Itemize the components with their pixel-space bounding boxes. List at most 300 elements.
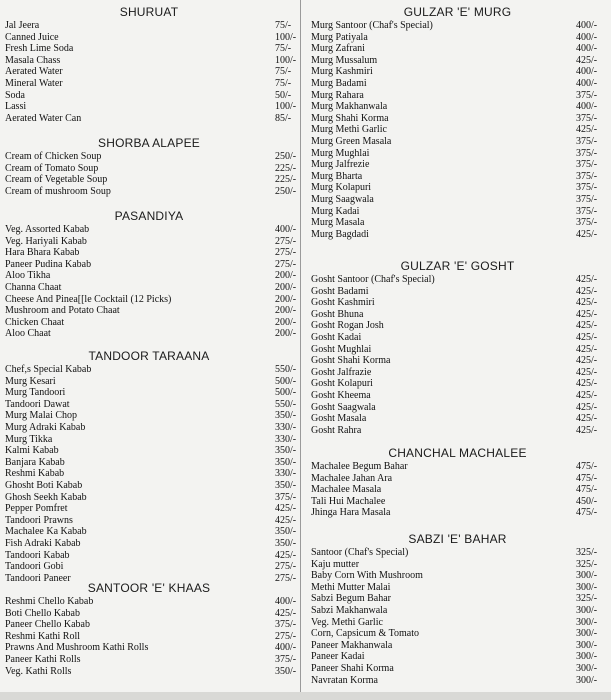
menu-item-price: 300/- bbox=[576, 674, 598, 686]
menu-item bbox=[0, 666, 298, 678]
menu-item-price: 425/- bbox=[576, 389, 598, 401]
menu-item-price: 300/- bbox=[576, 570, 598, 582]
menu-item bbox=[0, 457, 298, 469]
section-title: GULZAR 'E' MURG bbox=[403, 5, 512, 19]
menu-item-name: Murg Kolapuri bbox=[311, 182, 372, 194]
menu-item-price: 200/- bbox=[275, 270, 297, 282]
menu-item-name: Paneer Chello Kabab bbox=[5, 619, 90, 631]
menu-item-name: Murg Adraki Kabab bbox=[5, 421, 86, 433]
menu-item bbox=[304, 461, 611, 473]
menu-item bbox=[0, 186, 298, 198]
menu-item-price: 400/- bbox=[576, 20, 598, 31]
menu-item-price: 350/- bbox=[275, 445, 297, 457]
menu-item-name: Aloo Tikha bbox=[5, 270, 51, 282]
menu-item-name: Prawns And Mushroom Kathi Rolls bbox=[5, 642, 149, 654]
menu-item bbox=[0, 305, 298, 317]
menu-item-name: Baby Corn With Mushroom bbox=[311, 570, 423, 582]
menu-item-name: Murg Zafrani bbox=[311, 43, 365, 55]
menu-item-price: 275/- bbox=[275, 247, 297, 259]
menu-item-name: Gosht Masala bbox=[311, 413, 367, 425]
menu-item-price: 325/- bbox=[576, 593, 598, 605]
menu-item-price: 325/- bbox=[576, 558, 598, 570]
menu-item-price: 330/- bbox=[275, 421, 297, 433]
menu-item-price: 425/- bbox=[576, 320, 598, 332]
menu-item-name: Gosht Rogan Josh bbox=[311, 320, 384, 332]
menu-item-price: 425/- bbox=[576, 413, 598, 425]
menu-item-name: Mineral Water bbox=[5, 77, 63, 89]
menu-item-price: 350/- bbox=[275, 665, 297, 677]
menu-item bbox=[0, 317, 298, 329]
menu-item-name: Pepper Pomfret bbox=[5, 503, 68, 515]
menu-item-name: Veg. Methi Garlic bbox=[311, 616, 383, 628]
menu-item-name: Methi Mutter Malai bbox=[311, 581, 391, 593]
menu-item-price: 100/- bbox=[275, 31, 297, 43]
menu-item bbox=[0, 247, 298, 259]
menu-item bbox=[304, 332, 611, 344]
menu-item bbox=[304, 402, 611, 414]
menu-item-price: 425/- bbox=[576, 124, 598, 136]
menu-item bbox=[304, 496, 611, 508]
menu-item bbox=[304, 640, 611, 652]
menu-item-name: Tali Hui Machalee bbox=[311, 495, 386, 507]
menu-item bbox=[304, 547, 611, 559]
menu-item bbox=[0, 399, 298, 411]
menu-item bbox=[0, 236, 298, 248]
menu-item-name: Hara Bhara Kabab bbox=[5, 247, 80, 259]
menu-item bbox=[304, 507, 611, 519]
menu-item-price: 425/- bbox=[576, 285, 598, 297]
menu-item bbox=[0, 422, 298, 434]
menu-item-name: Banjara Kabab bbox=[5, 456, 65, 468]
menu-item-name: Murg Rahara bbox=[311, 89, 364, 101]
menu-item-price: 450/- bbox=[576, 495, 598, 507]
menu-item-name: Boti Chello Kabab bbox=[5, 607, 80, 619]
menu-item bbox=[304, 113, 611, 125]
menu-item-price: 300/- bbox=[576, 628, 598, 640]
menu-item-name: Murg Tikka bbox=[5, 433, 53, 445]
menu-item bbox=[0, 480, 298, 492]
menu-item-price: 275/- bbox=[275, 630, 297, 642]
menu-item bbox=[0, 259, 298, 271]
menu-item-price: 100/- bbox=[275, 101, 297, 113]
section-title: SHURUAT bbox=[119, 5, 179, 19]
menu-item bbox=[304, 413, 611, 425]
menu-item-name: Chicken Chaat bbox=[5, 316, 65, 328]
menu-item bbox=[304, 628, 611, 640]
menu-item-price: 425/- bbox=[576, 331, 598, 343]
menu-item bbox=[304, 473, 611, 485]
menu-item-price: 275/- bbox=[275, 235, 297, 247]
menu-item-name: Gosht Shahi Korma bbox=[311, 355, 391, 367]
menu-item-price: 300/- bbox=[576, 651, 598, 663]
menu-item-price: 350/- bbox=[275, 526, 297, 538]
menu-item-name: Murg Methi Garlic bbox=[311, 124, 387, 136]
menu-item-price: 400/- bbox=[576, 31, 598, 43]
menu-item bbox=[304, 484, 611, 496]
menu-item-name: Santoor (Chaf's Special) bbox=[311, 547, 409, 558]
menu-item bbox=[304, 663, 611, 675]
menu-item-name: Machalee Ka Kabab bbox=[5, 526, 87, 538]
menu-item-price: 425/- bbox=[576, 297, 598, 309]
menu-item bbox=[304, 182, 611, 194]
menu-item bbox=[304, 206, 611, 218]
menu-item bbox=[0, 66, 298, 78]
menu-item-price: 350/- bbox=[275, 537, 297, 549]
menu-item-price: 330/- bbox=[275, 433, 297, 445]
menu-item-name: Murg Makhanwala bbox=[311, 101, 388, 113]
menu-item-name: Cream of mushroom Soup bbox=[5, 185, 111, 197]
menu-item-price: 375/- bbox=[275, 653, 297, 665]
menu-item-name: Murg Bagdadi bbox=[311, 228, 369, 240]
menu-item-price: 400/- bbox=[576, 66, 598, 78]
menu-item-name: Murg Saagwala bbox=[311, 193, 374, 205]
menu-item-price: 275/- bbox=[275, 258, 297, 270]
menu-item-price: 200/- bbox=[275, 293, 297, 305]
menu-item-price: 425/- bbox=[275, 514, 297, 526]
menu-section-shuruat bbox=[0, 4, 298, 124]
menu-item bbox=[0, 90, 298, 102]
menu-item bbox=[0, 78, 298, 90]
menu-item-price: 400/- bbox=[576, 43, 598, 55]
menu-item bbox=[304, 344, 611, 356]
menu-item-price: 50/- bbox=[275, 89, 292, 101]
menu-item-price: 425/- bbox=[275, 503, 297, 515]
menu-item bbox=[304, 43, 611, 55]
menu-item-price: 375/- bbox=[275, 491, 297, 503]
menu-item-price: 375/- bbox=[576, 159, 598, 171]
menu-item-price: 225/- bbox=[275, 174, 297, 186]
menu-item bbox=[304, 286, 611, 298]
menu-item-name: Ghosh Seekh Kabab bbox=[5, 491, 87, 503]
menu-item-name: Jhinga Hara Masala bbox=[311, 507, 391, 519]
menu-item-price: 350/- bbox=[275, 456, 297, 468]
menu-item bbox=[0, 410, 298, 422]
menu-item-name: Paneer Pudina Kabab bbox=[5, 258, 92, 270]
menu-item-name: Murg Masala bbox=[311, 217, 365, 229]
menu-item-price: 425/- bbox=[576, 54, 598, 66]
menu-section-santoor-e-khaas bbox=[0, 580, 298, 677]
menu-item-price: 225/- bbox=[275, 162, 297, 174]
menu-item bbox=[0, 270, 298, 282]
menu-item-name: Machalee Masala bbox=[311, 484, 382, 496]
menu-section-gulzar-e-gosht bbox=[304, 258, 611, 436]
page-bottom-edge bbox=[0, 692, 611, 700]
menu-item-name: Navratan Korma bbox=[311, 674, 378, 686]
menu-item-name: Machalee Jahan Ara bbox=[311, 472, 393, 484]
menu-item-price: 275/- bbox=[275, 561, 297, 573]
menu-item-name: Soda bbox=[5, 89, 25, 101]
menu-item-name: Jal Jeera bbox=[5, 20, 40, 31]
menu-item-name: Mushroom and Potato Chaat bbox=[5, 305, 120, 317]
menu-item-name: Channa Chaat bbox=[5, 281, 62, 293]
menu-item-price: 275/- bbox=[275, 572, 297, 584]
menu-item bbox=[0, 526, 298, 538]
section-title: SABZI 'E' BAHAR bbox=[408, 532, 507, 546]
menu-item-name: Aerated Water bbox=[5, 66, 63, 78]
menu-item-name: Tandoori Prawns bbox=[5, 514, 73, 526]
menu-item bbox=[304, 378, 611, 390]
menu-item-price: 475/- bbox=[576, 472, 598, 484]
section-title: GULZAR 'E' GOSHT bbox=[400, 259, 515, 273]
menu-item-name: Aloo Chaat bbox=[5, 328, 51, 340]
menu-item-price: 475/- bbox=[576, 507, 598, 519]
menu-item bbox=[304, 425, 611, 437]
menu-item-price: 375/- bbox=[576, 112, 598, 124]
menu-item-price: 300/- bbox=[576, 604, 598, 616]
menu-item-name: Reshmi Chello Kabab bbox=[5, 596, 94, 607]
menu-item-name: Veg. Assorted Kabab bbox=[5, 224, 90, 235]
menu-item bbox=[0, 32, 298, 44]
menu-item-price: 325/- bbox=[576, 547, 598, 558]
menu-item-price: 350/- bbox=[275, 479, 297, 491]
menu-item-name: Gosht Jalfrazie bbox=[311, 366, 372, 378]
menu-item-name: Tandoori Paneer bbox=[5, 572, 71, 584]
menu-item bbox=[0, 538, 298, 550]
menu-item-price: 400/- bbox=[576, 101, 598, 113]
menu-item bbox=[0, 151, 298, 163]
menu-item-price: 550/- bbox=[275, 364, 297, 375]
menu-item-price: 300/- bbox=[576, 662, 598, 674]
menu-item-price: 425/- bbox=[576, 343, 598, 355]
menu-item-name: Gosht Kashmiri bbox=[311, 297, 375, 309]
menu-item-name: Murg Kesari bbox=[5, 375, 56, 387]
menu-item-name: Chef,s Special Kabab bbox=[5, 364, 92, 375]
menu-item bbox=[0, 608, 298, 620]
menu-item-name: Murg Green Masala bbox=[311, 135, 392, 147]
menu-item-name: Sabzi Begum Bahar bbox=[311, 593, 391, 605]
menu-item bbox=[304, 66, 611, 78]
menu-item-price: 475/- bbox=[576, 461, 598, 472]
menu-item-name: Murg Badami bbox=[311, 77, 367, 89]
menu-item bbox=[304, 297, 611, 309]
menu-item-price: 425/- bbox=[576, 366, 598, 378]
section-title: TANDOOR TARAANA bbox=[88, 349, 210, 363]
menu-item-name: Fish Adraki Kabab bbox=[5, 537, 81, 549]
menu-item-name: Murg Shahi Korma bbox=[311, 112, 389, 124]
menu-item bbox=[0, 445, 298, 457]
menu-item bbox=[0, 174, 298, 186]
menu-item-price: 400/- bbox=[275, 596, 297, 607]
menu-item-price: 375/- bbox=[576, 205, 598, 217]
menu-item-name: Paneer Kadai bbox=[311, 651, 365, 663]
menu-item-name: Murg Patiyala bbox=[311, 31, 368, 43]
menu-item-price: 475/- bbox=[576, 484, 598, 496]
menu-item bbox=[0, 113, 298, 125]
section-title: PASANDIYA bbox=[114, 209, 184, 223]
menu-item-price: 200/- bbox=[275, 281, 297, 293]
menu-item-price: 400/- bbox=[576, 77, 598, 89]
menu-item bbox=[304, 20, 611, 32]
menu-item-price: 425/- bbox=[576, 424, 598, 436]
menu-item-name: Gosht Saagwala bbox=[311, 401, 376, 413]
menu-item-name: Murg Mughlai bbox=[311, 147, 370, 159]
column-divider bbox=[300, 0, 301, 700]
menu-item-price: 425/- bbox=[576, 228, 598, 240]
menu-item bbox=[0, 596, 298, 608]
menu-item bbox=[304, 367, 611, 379]
menu-item-price: 330/- bbox=[275, 468, 297, 480]
menu-item-price: 425/- bbox=[576, 355, 598, 367]
menu-item-name: Canned Juice bbox=[5, 31, 59, 43]
menu-item-price: 75/- bbox=[275, 77, 292, 89]
menu-item bbox=[304, 570, 611, 582]
menu-item-name: Kaju mutter bbox=[311, 558, 360, 570]
menu-item-price: 75/- bbox=[275, 43, 292, 55]
menu-item-price: 425/- bbox=[576, 378, 598, 390]
menu-item bbox=[304, 90, 611, 102]
menu-item-name: Tandoori Dawat bbox=[5, 398, 70, 410]
menu-item-price: 200/- bbox=[275, 328, 297, 340]
menu-item-name: Kalmi Kabab bbox=[5, 445, 59, 457]
menu-item-name: Lassi bbox=[5, 101, 27, 113]
menu-item-price: 375/- bbox=[275, 619, 297, 631]
menu-item bbox=[0, 328, 298, 340]
section-title: CHANCHAL MACHALEE bbox=[388, 446, 527, 460]
menu-item bbox=[304, 274, 611, 286]
menu-section-tandoor-taraana bbox=[0, 348, 298, 584]
menu-item-name: Murg Malai Chop bbox=[5, 410, 78, 422]
menu-item-price: 300/- bbox=[576, 616, 598, 628]
menu-item-name: Fresh Lime Soda bbox=[5, 43, 74, 55]
menu-item-price: 375/- bbox=[576, 170, 598, 182]
menu-section-chanchal-machalee bbox=[304, 445, 611, 519]
menu-item-price: 550/- bbox=[275, 398, 297, 410]
menu-item-name: Paneer Makhanwala bbox=[311, 639, 393, 651]
section-title: SANTOOR 'E' KHAAS bbox=[87, 581, 211, 595]
menu-item-name: Cheese And Pinea[[le Cocktail (12 Picks) bbox=[5, 293, 172, 305]
menu-item bbox=[304, 55, 611, 67]
menu-item-price: 375/- bbox=[576, 182, 598, 194]
menu-item-name: Murg Santoor (Chaf's Special) bbox=[311, 20, 433, 31]
menu-section-sabzi-e-bahar bbox=[304, 531, 611, 686]
menu-item-price: 500/- bbox=[275, 387, 297, 399]
menu-item-price: 85/- bbox=[275, 112, 292, 124]
menu-item bbox=[304, 355, 611, 367]
menu-item-price: 100/- bbox=[275, 54, 297, 66]
menu-item-price: 425/- bbox=[576, 274, 598, 285]
menu-item bbox=[304, 593, 611, 605]
menu-item bbox=[0, 224, 298, 236]
menu-item bbox=[304, 194, 611, 206]
menu-item bbox=[304, 605, 611, 617]
menu-item bbox=[0, 282, 298, 294]
menu-item bbox=[304, 136, 611, 148]
menu-item bbox=[0, 163, 298, 175]
menu-item-price: 250/- bbox=[275, 185, 297, 197]
menu-item-price: 425/- bbox=[275, 607, 297, 619]
menu-item bbox=[0, 503, 298, 515]
menu-item-price: 75/- bbox=[275, 20, 292, 31]
menu-item bbox=[0, 550, 298, 562]
menu-item-name: Gosht Bhuna bbox=[311, 308, 364, 320]
menu-item-name: Gosht Mughlai bbox=[311, 343, 372, 355]
menu-item-price: 200/- bbox=[275, 316, 297, 328]
menu-item-name: Murg Mussalum bbox=[311, 54, 378, 66]
menu-section-gulzar-e-murg bbox=[304, 4, 611, 240]
menu-item-price: 425/- bbox=[576, 401, 598, 413]
menu-item bbox=[0, 294, 298, 306]
menu-item bbox=[0, 55, 298, 67]
menu-item bbox=[0, 376, 298, 388]
menu-item bbox=[0, 642, 298, 654]
menu-item-price: 200/- bbox=[275, 305, 297, 317]
menu-item bbox=[0, 43, 298, 55]
menu-item-name: Gosht Kadai bbox=[311, 331, 362, 343]
menu-item-price: 375/- bbox=[576, 193, 598, 205]
menu-item-name: Murg Kashmiri bbox=[311, 66, 373, 78]
menu-item-price: 400/- bbox=[275, 224, 297, 235]
menu-item-name: Murg Bharta bbox=[311, 170, 363, 182]
menu-section-shorba-alapee bbox=[0, 135, 298, 197]
menu-item-name: Gosht Rahra bbox=[311, 424, 362, 436]
menu-item-name: Aerated Water Can bbox=[5, 112, 82, 124]
menu-item-price: 300/- bbox=[576, 581, 598, 593]
section-title: SHORBA ALAPEE bbox=[98, 136, 200, 150]
menu-item-name: Paneer Kathi Rolls bbox=[5, 653, 81, 665]
menu-item bbox=[0, 434, 298, 446]
menu-item-name: Gosht Kheema bbox=[311, 389, 371, 401]
menu-item-name: Masala Chass bbox=[5, 54, 61, 66]
menu-section-pasandiya bbox=[0, 208, 298, 340]
menu-item-name: Gosht Santoor (Chaf's Special) bbox=[311, 274, 435, 285]
menu-item-name: Murg Tandoori bbox=[5, 387, 66, 399]
menu-item bbox=[304, 617, 611, 629]
menu-item bbox=[304, 559, 611, 571]
menu-item bbox=[0, 619, 298, 631]
menu-item-price: 350/- bbox=[275, 410, 297, 422]
menu-item-price: 375/- bbox=[576, 89, 598, 101]
menu-item bbox=[304, 582, 611, 594]
menu-item-price: 500/- bbox=[275, 375, 297, 387]
menu-item bbox=[0, 364, 298, 376]
menu-item-name: Veg. Hariyali Kabab bbox=[5, 235, 87, 247]
menu-item-price: 250/- bbox=[275, 151, 297, 162]
menu-item bbox=[304, 229, 611, 241]
menu-item bbox=[304, 651, 611, 663]
menu-item-name: Sabzi Makhanwala bbox=[311, 604, 388, 616]
menu-item-price: 425/- bbox=[576, 308, 598, 320]
menu-item bbox=[304, 148, 611, 160]
menu-item-name: Gosht Badami bbox=[311, 285, 369, 297]
menu-item-name: Murg Jalfrezie bbox=[311, 159, 370, 171]
menu-item-name: Tandoori Kabab bbox=[5, 549, 70, 561]
menu-item-name: Cream of Vegetable Soup bbox=[5, 174, 108, 186]
menu-item-name: Tandoori Gobi bbox=[5, 561, 64, 573]
menu-item-name: Corn, Capsicum & Tomato bbox=[311, 628, 419, 640]
menu-item bbox=[304, 78, 611, 90]
menu-item-name: Ghosht Boti Kabab bbox=[5, 479, 83, 491]
menu-item bbox=[0, 20, 298, 32]
menu-item bbox=[0, 631, 298, 643]
menu-item bbox=[304, 309, 611, 321]
menu-item-name: Reshmi Kathi Roll bbox=[5, 630, 80, 642]
menu-item-price: 375/- bbox=[576, 217, 598, 229]
menu-item-price: 375/- bbox=[576, 135, 598, 147]
menu-item bbox=[0, 561, 298, 573]
menu-item bbox=[304, 171, 611, 183]
menu-item bbox=[0, 101, 298, 113]
menu-item-price: 300/- bbox=[576, 639, 598, 651]
menu-item-name: Gosht Kolapuri bbox=[311, 378, 373, 390]
menu-item bbox=[304, 124, 611, 136]
menu-item-price: 75/- bbox=[275, 66, 292, 78]
menu-item bbox=[0, 654, 298, 666]
menu-item bbox=[0, 492, 298, 504]
menu-item bbox=[0, 515, 298, 527]
menu-item-name: Cream of Tomato Soup bbox=[5, 162, 99, 174]
menu-item bbox=[304, 217, 611, 229]
menu-item-price: 400/- bbox=[275, 642, 297, 654]
